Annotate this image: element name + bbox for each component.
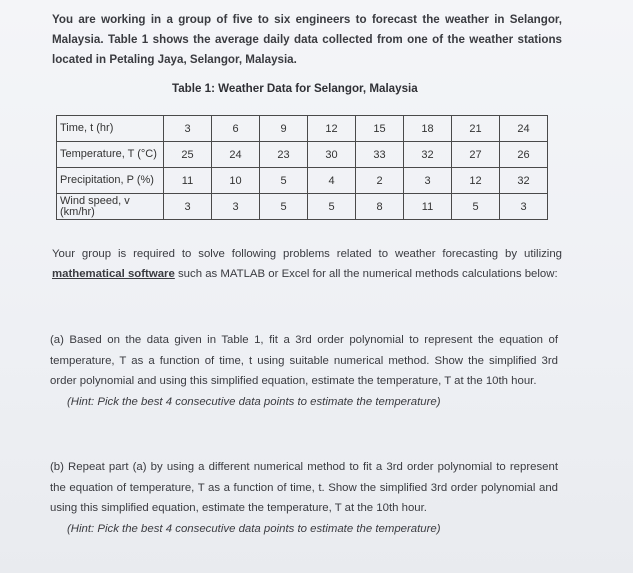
table-cell: 25 <box>164 142 212 168</box>
row-label: Wind speed, v (km/hr) <box>57 194 164 220</box>
table-cell: 2 <box>356 168 404 194</box>
table-cell: 12 <box>452 168 500 194</box>
table-cell: 3 <box>212 194 260 220</box>
table-cell: 5 <box>260 194 308 220</box>
instructions-paragraph <box>52 244 562 284</box>
table-cell: 3 <box>164 194 212 220</box>
table-row <box>57 168 548 194</box>
table-cell: 3 <box>404 168 452 194</box>
table-cell: 33 <box>356 142 404 168</box>
table-cell: 6 <box>212 116 260 142</box>
row-label: Precipitation, P (%) <box>57 168 164 194</box>
table-cell: 23 <box>260 142 308 168</box>
table-cell: 5 <box>452 194 500 220</box>
table-row <box>57 194 548 220</box>
table-cell: 5 <box>260 168 308 194</box>
table-cell: 15 <box>356 116 404 142</box>
table-cell: 18 <box>404 116 452 142</box>
question-a <box>50 330 558 412</box>
table-cell: 32 <box>404 142 452 168</box>
question-b-hint: (Hint: Pick the best 4 consecutive data points to estimate the temperature) <box>67 522 441 535</box>
table-cell: 30 <box>308 142 356 168</box>
question-b-text: (b) Repeat part (a) by using a different numerical method to fit a 3rd order polynomial to represent the equation of temperature, T as a function of time, t. Show the simplified 3rd order polynomial and using this simplified equation, estimate the temperature, T at the 10th hour. <box>50 461 558 514</box>
question-b <box>50 457 558 539</box>
intro-paragraph: You are working in a group of five to six engineers to forecast the weather in Selangor, Malaysia. Table 1 shows the average daily data collected from one of the weather stations located in Petaling Jaya, Selangor, Malaysia. <box>52 13 562 66</box>
weather-data-table <box>56 115 548 220</box>
question-a-text: (a) Based on the data given in Table 1, fit a 3rd order polynomial to represent the equation of temperature, T as a function of time, t using suitable numerical method. Show the simplified 3rd order polynomial and using this simplified equation, estimate the temperature, T at the 10th hour. <box>50 334 558 387</box>
table-cell: 11 <box>404 194 452 220</box>
mathematical-software-emphasis: mathematical software <box>52 268 175 280</box>
instructions-text-end: such as MATLAB or Excel for all the numerical methods calculations below: <box>174 268 558 280</box>
table-cell: 12 <box>308 116 356 142</box>
table-row <box>57 116 548 142</box>
table-cell: 9 <box>260 116 308 142</box>
table-cell: 8 <box>356 194 404 220</box>
table-row <box>57 142 548 168</box>
table-cell: 24 <box>212 142 260 168</box>
table-cell: 32 <box>500 168 548 194</box>
row-label: Time, t (hr) <box>57 116 164 142</box>
table-cell: 24 <box>500 116 548 142</box>
table-cell: 10 <box>212 168 260 194</box>
table-cell: 26 <box>500 142 548 168</box>
table-cell: 4 <box>308 168 356 194</box>
table-cell: 5 <box>308 194 356 220</box>
table-cell: 21 <box>452 116 500 142</box>
table-cell: 27 <box>452 142 500 168</box>
instructions-text-start: Your group is required to solve following problems related to weather forecasting by utilizing <box>52 248 562 260</box>
table-caption: Table 1: Weather Data for Selangor, Malaysia <box>172 82 418 95</box>
table-cell: 3 <box>164 116 212 142</box>
table-cell: 3 <box>500 194 548 220</box>
table-cell: 11 <box>164 168 212 194</box>
question-a-hint: (Hint: Pick the best 4 consecutive data points to estimate the temperature) <box>67 395 441 408</box>
row-label: Temperature, T (°C) <box>57 142 164 168</box>
